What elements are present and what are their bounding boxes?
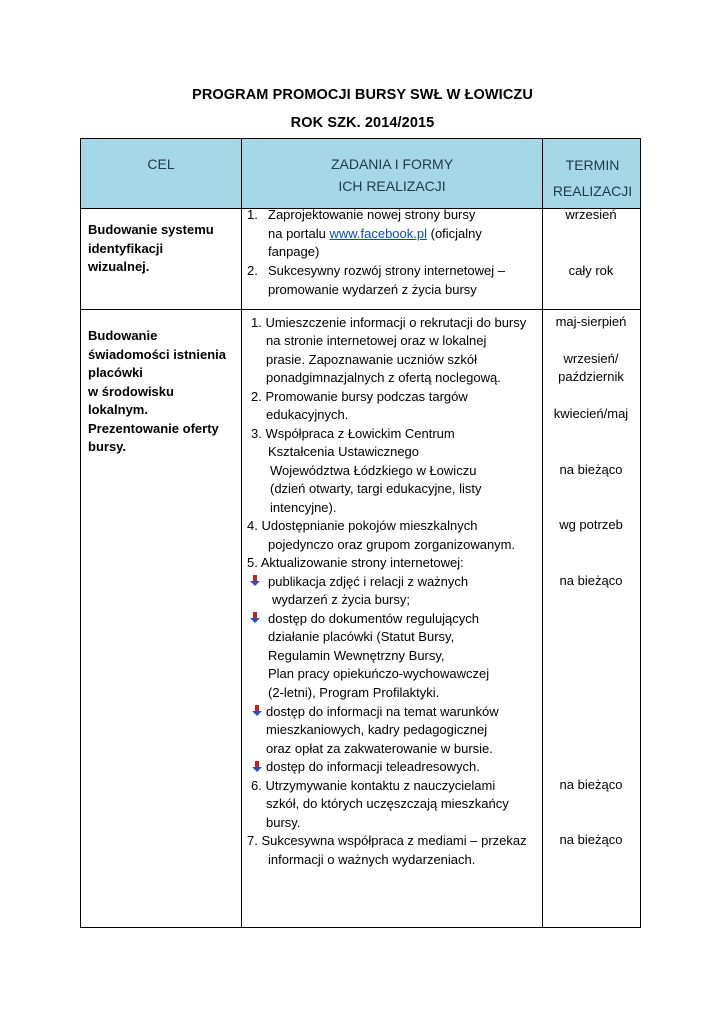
- row2-task-line: prasie. Zapoznawanie uczniów szkół: [266, 352, 477, 367]
- document-title: PROGRAM PROMOCJI BURSY SWŁ W ŁOWICZU: [192, 87, 533, 103]
- row2-task-line: Województwa Łódzkiego w Łowiczu: [270, 463, 477, 478]
- row2-task-line: Plan pracy opiekuńczo-wychowawczej: [268, 666, 490, 681]
- row2-cel-line: świadomości istnienia: [88, 346, 226, 362]
- row2-task-line: dostęp do informacji teleadresowych.: [266, 759, 480, 774]
- header-termin: [543, 139, 642, 208]
- row2-task-line: Kształcenia Ustawicznego: [268, 444, 420, 459]
- row2-term: wrzesień/: [563, 351, 619, 366]
- row1-task1-line: [268, 225, 482, 244]
- row2-task-line: działanie placówki (Statut Bursy,: [268, 629, 455, 644]
- row2-task-line: Regulamin Wewnętrzny Bursy,: [268, 648, 445, 663]
- header-cel: [81, 139, 241, 208]
- row2-cel-line: w środowisku: [88, 383, 174, 399]
- row2-term: na bieżąco: [559, 777, 623, 792]
- row2-term: na bieżąco: [559, 462, 623, 477]
- arrow-bullet-icon: [251, 705, 263, 717]
- row2-task-line: ponadgimnazjalnych z ofertą noclegową.: [266, 370, 501, 385]
- row1-cel: [88, 221, 248, 277]
- row1-term: wrzesień: [565, 207, 617, 222]
- row2-task-line: oraz opłat za zakwaterowanie w bursie.: [266, 741, 493, 756]
- row2-task-line: 5. Aktualizowanie strony internetowej:: [247, 555, 464, 570]
- row1-task1-line: Zaprojektowanie nowej strony bursy: [268, 207, 476, 222]
- row2-task-line: szkół, do których uczęszczają mieszkańcy: [266, 796, 509, 811]
- row1-task1-text: (oficjalny: [427, 226, 482, 241]
- header-zadania-line2: ICH REALIZACJI: [338, 178, 446, 194]
- row1-term: cały rok: [568, 263, 614, 278]
- row1-task1-text: na portalu: [268, 226, 330, 241]
- row2-term: październik: [558, 369, 624, 384]
- row2-task-line: pojedynczo oraz grupom zorganizowanym.: [268, 537, 516, 552]
- row2-task-line: dostęp do dokumentów regulujących: [268, 611, 480, 626]
- row2-cel-line: lokalnym.: [88, 402, 148, 417]
- row2-task-line: edukacyjnych.: [266, 407, 349, 422]
- row2-task-line: intencyjne).: [270, 500, 337, 515]
- arrow-bullet-icon: [251, 761, 263, 773]
- row2-task-line: 7. Sukcesywna współpraca z mediami – przekaz: [247, 833, 527, 848]
- row1-task2-line: Sukcesywny rozwój strony internetowej –: [268, 263, 505, 278]
- row2-task-line: (2-letni), Program Profilaktyki.: [268, 685, 440, 700]
- row2-term: wg potrzeb: [559, 517, 623, 532]
- row2-task-line: mieszkaniowych, kadry pedagogicznej: [266, 722, 488, 737]
- row2-task-line: 4. Udostępnianie pokojów mieszkalnych: [247, 518, 478, 533]
- row2-task-line: 6. Utrzymywanie kontaktu z nauczycielami: [251, 778, 496, 793]
- arrow-bullet-icon: [249, 575, 261, 587]
- row2-cel-line: placówki: [88, 365, 143, 380]
- header-termin-line1: TERMIN: [565, 157, 620, 173]
- row2-task-line: (dzień otwarty, targi edukacyjne, listy: [270, 481, 482, 496]
- row1-cel-line: Budowanie systemu: [88, 222, 214, 237]
- row2-task-line: dostęp do informacji na temat warunków: [266, 704, 499, 719]
- row2-task-line: wydarzeń z życia bursy;: [272, 592, 410, 607]
- row-divider: [81, 309, 640, 310]
- row2-term: maj-sierpień: [555, 314, 627, 329]
- row2-cel-line: Prezentowanie oferty: [88, 420, 219, 436]
- row2-term: kwiecień/maj: [553, 406, 629, 421]
- row2-task-line: publikacja zdjęć i relacji z ważnych: [268, 574, 469, 589]
- header-zadania-line1: ZADANIA I FORMY: [330, 156, 454, 172]
- row2-task-line: 3. Współpraca z Łowickim Centrum: [251, 426, 455, 441]
- arrow-bullet-icon: [249, 612, 261, 624]
- row1-task2-line: promowanie wydarzeń z życia bursy: [268, 282, 477, 297]
- header-cel-label: CEL: [147, 156, 175, 172]
- row1-cel-line: wizualnej.: [88, 259, 150, 274]
- row2-cel: [88, 327, 248, 457]
- header-termin-line2: REALIZACJI: [552, 183, 633, 199]
- row2-term: na bieżąco: [559, 573, 623, 588]
- row2-task-line: 2. Promowanie bursy podczas targów: [251, 389, 468, 404]
- row1-task1-number: 1.: [247, 207, 258, 222]
- row2-task-line: 1. Umieszczenie informacji o rekrutacji do bursy: [251, 315, 527, 330]
- row2-cel-line: Budowanie: [88, 328, 158, 343]
- header-zadania: [242, 139, 542, 208]
- row2-task-line: bursy.: [266, 815, 301, 830]
- row1-task2-number: 2.: [247, 263, 258, 278]
- row2-task-line: na stronie internetowej oraz w lokalnej: [266, 333, 487, 348]
- column-divider: [542, 139, 543, 927]
- row2-term: na bieżąco: [559, 832, 623, 847]
- school-year: ROK SZK. 2014/2015: [290, 115, 435, 131]
- row2-task-line: informacji o ważnych wydarzeniach.: [268, 852, 476, 867]
- facebook-link[interactable]: www.facebook.pl: [329, 226, 427, 241]
- row1-task1-line: fanpage): [268, 244, 320, 259]
- row1-cel-line: identyfikacji: [88, 240, 164, 256]
- row2-cel-line: bursy.: [88, 439, 127, 454]
